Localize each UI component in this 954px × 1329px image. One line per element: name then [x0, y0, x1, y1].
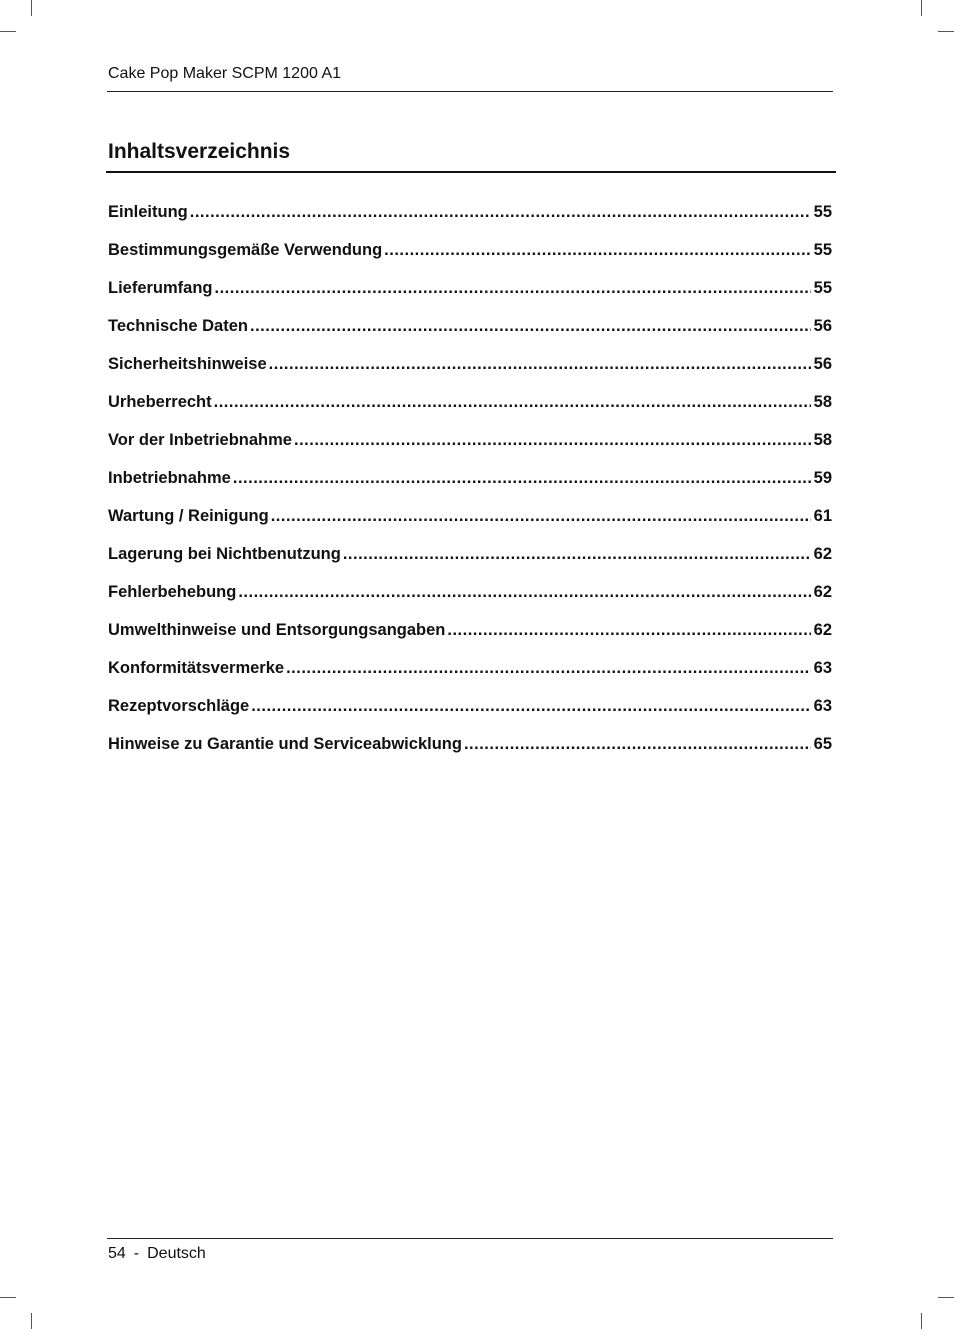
- toc-entry-page: 63: [813, 697, 832, 715]
- toc-entry-label: Technische Daten: [108, 317, 248, 335]
- toc-dot-leader: [343, 542, 811, 566]
- toc-dot-leader: [233, 466, 811, 490]
- toc-dot-leader: [271, 504, 811, 528]
- toc-dot-leader: [286, 656, 811, 680]
- footer-rule: [107, 1238, 833, 1239]
- toc-list: [108, 200, 832, 770]
- toc-entry-umwelthinweise[interactable]: [108, 618, 832, 656]
- crop-mark: [0, 31, 16, 32]
- toc-entry-bestimmungsgemaesse-verwendung[interactable]: [108, 238, 832, 276]
- toc-entry-label: Hinweise zu Garantie und Serviceabwicklung: [108, 735, 462, 753]
- toc-entry-label: Lieferumfang: [108, 279, 213, 297]
- toc-dot-leader: [294, 428, 811, 452]
- toc-entry-page: 61: [813, 507, 832, 525]
- toc-entry-page: 65: [813, 735, 832, 753]
- crop-mark: [938, 1297, 954, 1298]
- crop-mark: [31, 1313, 32, 1329]
- toc-entry-label: Umwelthinweise und Entsorgungsangaben: [108, 621, 446, 639]
- toc-entry-label: Sicherheitshinweise: [108, 355, 267, 373]
- footer-language: Deutsch: [147, 1245, 206, 1262]
- toc-entry-page: 63: [813, 659, 832, 677]
- toc-entry-fehlerbehebung[interactable]: [108, 580, 832, 618]
- crop-mark: [938, 31, 954, 32]
- toc-entry-urheberrecht[interactable]: [108, 390, 832, 428]
- running-header-title: Cake Pop Maker SCPM 1200 A1: [108, 65, 342, 82]
- toc-entry-page: 55: [813, 241, 832, 259]
- toc-entry-label: Konformitätsvermerke: [108, 659, 285, 677]
- toc-entry-technische-daten[interactable]: [108, 314, 832, 352]
- toc-dot-leader: [238, 580, 810, 604]
- toc-dot-leader: [269, 352, 811, 376]
- toc-entry-label: Wartung / Reinigung: [108, 507, 269, 525]
- toc-entry-label: Urheberrecht: [108, 393, 212, 411]
- toc-entry-page: 62: [813, 545, 832, 563]
- toc-heading-rule: [106, 171, 836, 173]
- toc-entry-sicherheitshinweise[interactable]: [108, 352, 832, 390]
- crop-mark: [31, 0, 32, 16]
- toc-entry-page: 62: [813, 583, 832, 601]
- toc-entry-lieferumfang[interactable]: [108, 276, 832, 314]
- page-footer: [108, 1244, 206, 1264]
- toc-entry-wartung-reinigung[interactable]: [108, 504, 832, 542]
- toc-entry-einleitung[interactable]: [108, 200, 832, 238]
- toc-dot-leader: [447, 618, 810, 642]
- toc-dot-leader: [384, 238, 810, 262]
- toc-entry-page: 55: [813, 203, 832, 221]
- toc-entry-label: Vor der Inbetriebnahme: [108, 431, 292, 449]
- toc-entry-garantie-serviceabwicklung[interactable]: [108, 732, 832, 770]
- toc-dot-leader: [214, 390, 811, 414]
- toc-entry-label: Lagerung bei Nichtbenutzung: [108, 545, 341, 563]
- toc-entry-page: 56: [813, 355, 832, 373]
- footer-page-number: 54: [108, 1245, 126, 1262]
- toc-entry-label: Fehlerbehebung: [108, 583, 237, 601]
- toc-entry-vor-der-inbetriebnahme[interactable]: [108, 428, 832, 466]
- toc-dot-leader: [190, 200, 811, 224]
- footer-separator: -: [133, 1245, 140, 1262]
- toc-entry-konformitaetsvermerke[interactable]: [108, 656, 832, 694]
- toc-entry-rezeptvorschlaege[interactable]: [108, 694, 832, 732]
- toc-entry-lagerung-bei-nichtbenutzung[interactable]: [108, 542, 832, 580]
- toc-entry-inbetriebnahme[interactable]: [108, 466, 832, 504]
- toc-entry-label: Inbetriebnahme: [108, 469, 231, 487]
- crop-mark: [0, 1297, 16, 1298]
- toc-dot-leader: [464, 732, 811, 756]
- crop-mark: [921, 0, 922, 16]
- toc-entry-page: 58: [813, 431, 832, 449]
- crop-mark: [921, 1313, 922, 1329]
- toc-entry-page: 58: [813, 393, 832, 411]
- toc-dot-leader: [215, 276, 811, 300]
- toc-heading: Inhaltsverzeichnis: [108, 140, 291, 163]
- toc-dot-leader: [250, 314, 811, 338]
- toc-dot-leader: [251, 694, 810, 718]
- toc-entry-label: Rezeptvorschläge: [108, 697, 250, 715]
- toc-entry-page: 59: [813, 469, 832, 487]
- toc-entry-page: 62: [813, 621, 832, 639]
- toc-entry-page: 56: [813, 317, 832, 335]
- toc-entry-label: Einleitung: [108, 203, 188, 221]
- toc-entry-label: Bestimmungsgemäße Verwendung: [108, 241, 383, 259]
- toc-entry-page: 55: [813, 279, 832, 297]
- header-rule: [107, 91, 833, 92]
